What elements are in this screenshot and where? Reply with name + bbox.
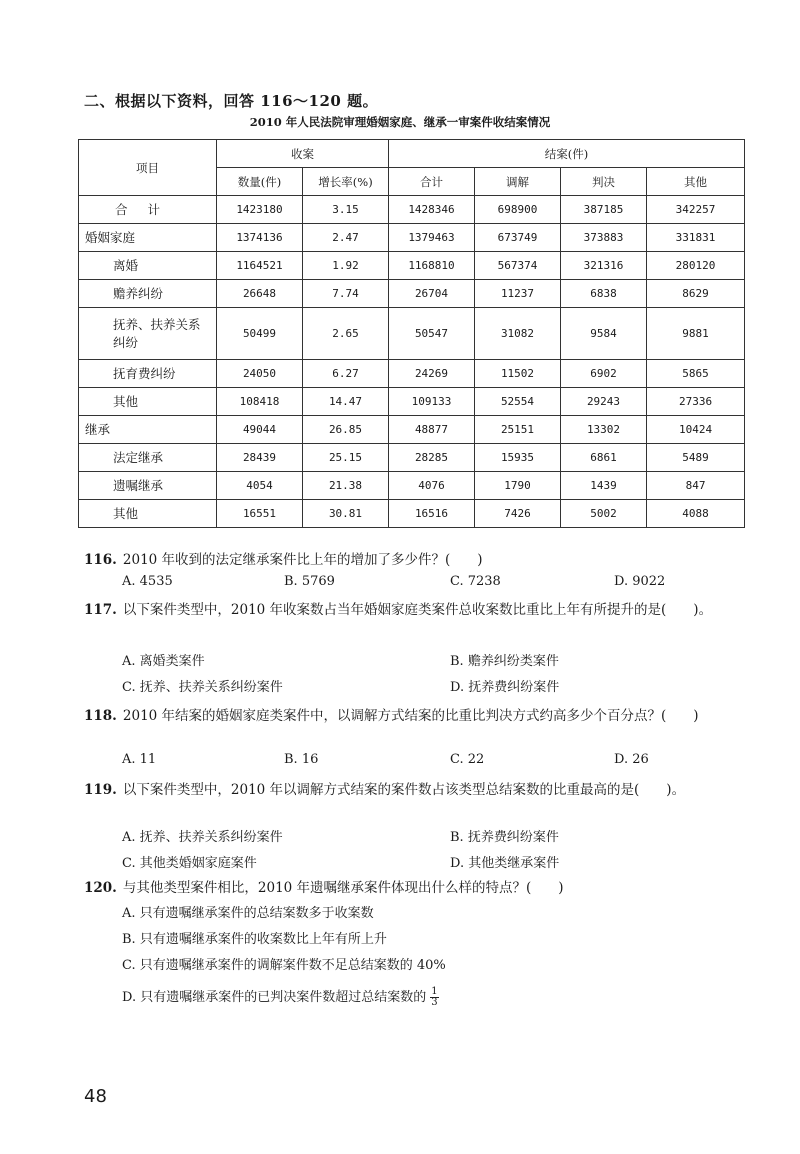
cell-other: 27336 [647,388,745,416]
option-d[interactable] [614,574,665,589]
option-text: A. 抚养、扶养关系纠纷案件 [122,830,283,845]
row-label: 婚姻家庭 [79,224,217,252]
cell-mediation: 15935 [475,444,561,472]
option-text: B. 5769 [284,574,335,589]
cell-total: 50547 [389,308,475,360]
cell-judgment: 6838 [561,280,647,308]
cell-count: 1423180 [217,196,303,224]
cell-growth: 6.27 [303,360,389,388]
cell-total: 109133 [389,388,475,416]
option-text: B. 赡养纠纷类案件 [450,654,559,669]
question-text: 与其他类型案件相比，2010 年遗嘱继承案件体现出什么样的特点？( ) [122,880,564,896]
option-text: B. 抚养费纠纷案件 [450,830,559,845]
option-text: B. 16 [284,752,319,767]
row-label: 抚育费纠纷 [79,360,217,388]
cell-other: 331831 [647,224,745,252]
table-row [79,360,745,388]
option-text: A. 只有遗嘱继承案件的总结案数多于收案数 [122,906,374,921]
table-row [79,444,745,472]
cell-judgment: 13302 [561,416,647,444]
cell-other: 4088 [647,500,745,528]
cell-judgment: 6902 [561,360,647,388]
option-b[interactable] [122,928,387,947]
question-text: 2010 年收到的法定继承案件比上年的增加了多少件？( ) [122,552,483,568]
table-row [79,500,745,528]
option-c[interactable] [122,676,283,695]
option-text: C. 只有遗嘱继承案件的调解案件数不足总结案数的 40% [122,958,446,973]
cell-other: 5489 [647,444,745,472]
cell-count: 49044 [217,416,303,444]
table-row [79,472,745,500]
question-text: 以下案件类型中，2010 年收案数占当年婚姻家庭类案件总收案数比重比上年有所提升的是( )。 [122,602,713,618]
row-label: 合计 [79,196,217,224]
cell-count: 50499 [217,308,303,360]
option-a[interactable] [122,650,205,669]
option-a[interactable] [122,902,374,921]
option-text: A. 11 [122,752,157,767]
row-label: 其他 [79,388,217,416]
cell-total: 4076 [389,472,475,500]
table-row [79,224,745,252]
table-row [79,196,745,224]
cell-growth: 2.47 [303,224,389,252]
option-c[interactable] [122,852,257,871]
cell-other: 8629 [647,280,745,308]
question-120 [84,876,764,900]
cell-mediation: 698900 [475,196,561,224]
cell-growth: 21.38 [303,472,389,500]
header-total: 合计 [389,168,475,196]
cell-total: 1168810 [389,252,475,280]
cell-judgment: 321316 [561,252,647,280]
cell-count: 108418 [217,388,303,416]
header-closed: 结案(件) [389,140,745,168]
cell-judgment: 387185 [561,196,647,224]
cell-growth: 3.15 [303,196,389,224]
cell-count: 24050 [217,360,303,388]
option-text: C. 其他类婚姻家庭案件 [122,856,257,871]
cell-other: 342257 [647,196,745,224]
option-text: A. 离婚类案件 [122,654,205,669]
question-116 [84,548,764,572]
header-received: 收案 [217,140,389,168]
cell-count: 4054 [217,472,303,500]
data-table [78,139,745,528]
cell-other: 10424 [647,416,745,444]
cell-count: 1164521 [217,252,303,280]
cell-other: 9881 [647,308,745,360]
cell-growth: 1.92 [303,252,389,280]
header-judgment: 判决 [561,168,647,196]
option-text: D. 26 [614,752,649,767]
cell-mediation: 11502 [475,360,561,388]
cell-other: 280120 [647,252,745,280]
cell-other: 5865 [647,360,745,388]
section-heading: 二、根据以下资料，回答 116～120 题。 [84,92,379,110]
cell-judgment: 373883 [561,224,647,252]
question-text: 以下案件类型中，2010 年以调解方式结案的案件数占该类型总结案数的比重最高的是( )。 [122,782,686,798]
option-c[interactable] [450,752,484,767]
cell-count: 28439 [217,444,303,472]
header-growth: 增长率(%) [303,168,389,196]
row-label: 继承 [79,416,217,444]
header-other: 其他 [647,168,745,196]
cell-judgment: 5002 [561,500,647,528]
question-119 [84,778,764,802]
cell-total: 1379463 [389,224,475,252]
cell-total: 1428346 [389,196,475,224]
cell-mediation: 11237 [475,280,561,308]
cell-total: 48877 [389,416,475,444]
question-number: 117. [84,602,117,618]
row-label: 离婚 [79,252,217,280]
cell-mediation: 673749 [475,224,561,252]
cell-total: 26704 [389,280,475,308]
cell-judgment: 9584 [561,308,647,360]
table-row [79,280,745,308]
option-a[interactable] [122,752,156,767]
option-text: C. 抚养、扶养关系纠纷案件 [122,680,283,695]
question-117 [84,598,764,622]
row-label: 法定继承 [79,444,217,472]
option-b[interactable] [284,574,335,589]
option-text: C. 7238 [450,574,501,589]
table-row [79,308,745,360]
option-text: D. 抚养费纠纷案件 [450,680,560,695]
page-number: 48 [84,1086,107,1107]
option-text: D. 只有遗嘱继承案件的已判决案件数超过总结案数的 [122,990,427,1005]
cell-mediation: 567374 [475,252,561,280]
option-b[interactable] [450,650,559,669]
option-text: A. 4535 [122,574,173,589]
question-number: 118. [84,708,117,724]
question-text: 2010 年结案的婚姻家庭类案件中，以调解方式结案的比重比判决方式约高多少个百分点？( ) [122,708,699,724]
cell-growth: 30.81 [303,500,389,528]
question-number: 119. [84,782,117,798]
fraction [430,987,438,1008]
cell-count: 16551 [217,500,303,528]
cell-mediation: 31082 [475,308,561,360]
option-b[interactable] [450,826,559,845]
header-count: 数量(件) [217,168,303,196]
cell-growth: 25.15 [303,444,389,472]
option-d[interactable] [450,852,559,871]
cell-judgment: 29243 [561,388,647,416]
header-mediation: 调解 [475,168,561,196]
option-text: B. 只有遗嘱继承案件的收案数比上年有所上升 [122,932,387,947]
fraction-denominator: 3 [431,997,438,1008]
cell-judgment: 1439 [561,472,647,500]
option-c[interactable] [450,574,501,589]
option-d[interactable] [122,986,439,1008]
table-row [79,252,745,280]
cell-count: 1374136 [217,224,303,252]
row-label: 遗嘱继承 [79,472,217,500]
row-label: 其他 [79,500,217,528]
cell-mediation: 25151 [475,416,561,444]
header-item: 项目 [79,140,217,196]
option-d[interactable] [450,676,559,695]
option-text: C. 22 [450,752,485,767]
cell-judgment: 6861 [561,444,647,472]
cell-growth: 2.65 [303,308,389,360]
fraction-numerator: 1 [431,986,438,997]
option-text: D. 9022 [614,574,666,589]
option-d[interactable] [614,752,649,767]
cell-mediation: 7426 [475,500,561,528]
cell-mediation: 52554 [475,388,561,416]
option-c[interactable] [122,954,446,973]
table-row [79,416,745,444]
row-label: 抚养、扶养关系纠纷 [79,308,217,360]
option-b[interactable] [284,752,318,767]
option-a[interactable] [122,574,173,589]
cell-total: 24269 [389,360,475,388]
cell-total: 28285 [389,444,475,472]
question-118 [84,704,764,728]
row-label: 赡养纠纷 [79,280,217,308]
table-row [79,388,745,416]
cell-other: 847 [647,472,745,500]
option-text: D. 其他类继承案件 [450,856,560,871]
cell-total: 16516 [389,500,475,528]
cell-growth: 14.47 [303,388,389,416]
question-number: 116. [84,552,117,568]
cell-growth: 26.85 [303,416,389,444]
question-number: 120. [84,880,117,896]
table-title: 2010 年人民法院审理婚姻家庭、继承一审案件收结案情况 [249,115,551,129]
cell-growth: 7.74 [303,280,389,308]
option-a[interactable] [122,826,283,845]
cell-mediation: 1790 [475,472,561,500]
cell-count: 26648 [217,280,303,308]
